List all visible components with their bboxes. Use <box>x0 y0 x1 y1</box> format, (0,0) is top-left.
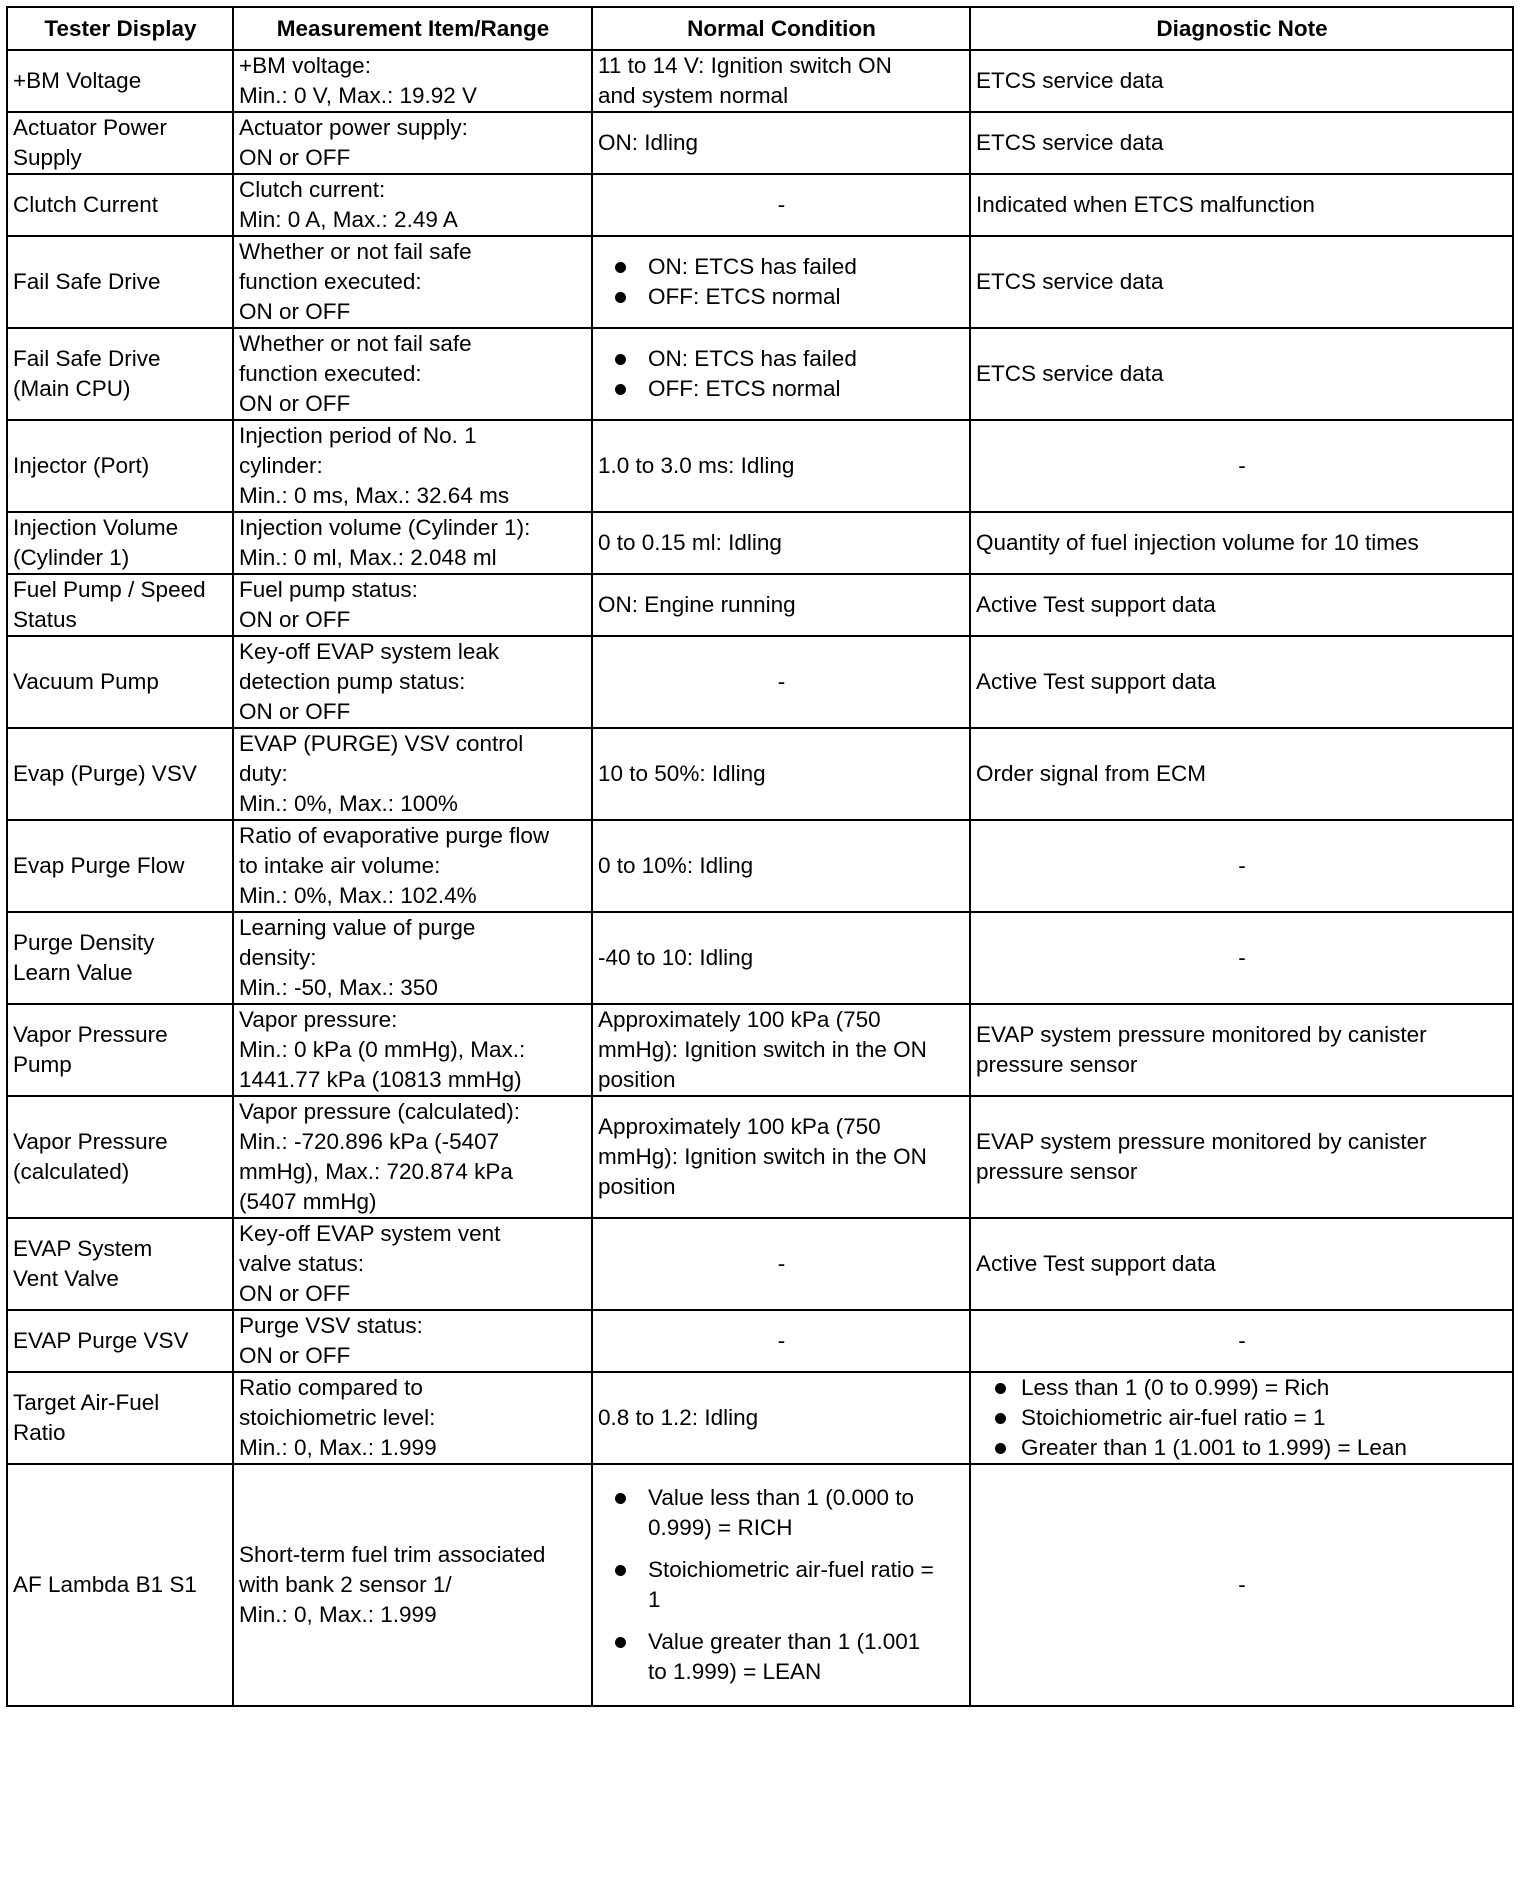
normal-condition-cell <box>592 1372 970 1464</box>
diagnostic-note-cell <box>970 728 1513 820</box>
cell-line: ON or OFF <box>239 699 351 724</box>
cell-line: ON or OFF <box>239 391 351 416</box>
measurement-cell <box>233 512 592 574</box>
normal-condition-cell <box>592 820 970 912</box>
cell-line: (Main CPU) <box>13 376 131 401</box>
normal-condition-cell <box>592 236 970 328</box>
cell-line: Value greater than 1 (1.001 <box>648 1629 921 1654</box>
cell-line: Fail Safe Drive <box>13 346 161 371</box>
cell-line: - <box>777 192 786 217</box>
cell-line: valve status: <box>239 1251 365 1276</box>
measurement-cell <box>233 1372 592 1464</box>
cell-line: position <box>598 1067 676 1092</box>
diagnostic-note-cell <box>970 574 1513 636</box>
cell-line: Min.: 0, Max.: 1.999 <box>239 1435 437 1460</box>
cell-line: Whether or not fail safe <box>239 331 472 356</box>
cell-line: Min.: 0 V, Max.: 19.92 V <box>239 83 478 108</box>
cell-line: Min.: 0 ml, Max.: 2.048 ml <box>239 545 497 570</box>
header-measurement-item: Measurement Item/Range <box>233 7 592 50</box>
cell-line: Min.: 0, Max.: 1.999 <box>239 1602 437 1627</box>
cell-line: Vent Valve <box>13 1266 119 1291</box>
cell-line: Active Test support data <box>976 1251 1216 1276</box>
cell-line: -40 to 10: Idling <box>598 945 754 970</box>
diagnostic-note-cell <box>970 420 1513 512</box>
tester-display-cell <box>7 1372 233 1464</box>
cell-line: Min.: -50, Max.: 350 <box>239 975 438 1000</box>
table-row <box>7 1464 1513 1706</box>
table-row <box>7 574 1513 636</box>
cell-line: to 1.999) = LEAN <box>648 1659 822 1684</box>
cell-line: ETCS service data <box>976 68 1164 93</box>
diagnostic-note-cell <box>970 1310 1513 1372</box>
cell-line: Whether or not fail safe <box>239 239 472 264</box>
table-row <box>7 1372 1513 1464</box>
cell-line: - <box>1238 1328 1246 1353</box>
cell-line: - <box>1238 853 1246 878</box>
cell-line: cylinder: <box>239 453 323 478</box>
cell-line: ETCS service data <box>976 269 1164 294</box>
table-row <box>7 236 1513 328</box>
cell-line: Indicated when ETCS malfunction <box>976 192 1315 217</box>
tester-display-cell <box>7 174 233 236</box>
diagnostic-note-cell <box>970 328 1513 420</box>
cell-line: Learn Value <box>13 960 133 985</box>
cell-line: EVAP (PURGE) VSV control <box>239 731 524 756</box>
normal-condition-cell <box>592 174 970 236</box>
table-row <box>7 1096 1513 1218</box>
measurement-cell <box>233 1310 592 1372</box>
tester-display-cell <box>7 574 233 636</box>
diagnostic-note-cell <box>970 1372 1513 1464</box>
normal-condition-cell <box>592 912 970 1004</box>
tester-display-cell <box>7 820 233 912</box>
cell-line: 0 to 0.15 ml: Idling <box>598 530 782 555</box>
cell-line: Active Test support data <box>976 592 1216 617</box>
cell-line: Learning value of purge <box>239 915 476 940</box>
cell-line: ETCS service data <box>976 361 1164 386</box>
diagnostic-data-table-container <box>6 6 1512 1707</box>
table-row <box>7 1004 1513 1096</box>
bullet-item <box>598 1483 965 1543</box>
cell-line: EVAP Purge VSV <box>13 1328 189 1353</box>
cell-line: - <box>777 1328 786 1353</box>
cell-line: Key-off EVAP system leak <box>239 639 500 664</box>
cell-line: Purge Density <box>13 930 155 955</box>
cell-line: function executed: <box>239 361 422 386</box>
cell-line: Quantity of fuel injection volume for 10 times <box>976 530 1419 555</box>
tester-display-cell <box>7 236 233 328</box>
cell-line: Fail Safe Drive <box>13 269 161 294</box>
table-row <box>7 636 1513 728</box>
cell-line: 0 to 10%: Idling <box>598 853 754 878</box>
bullet-list <box>598 1483 965 1687</box>
cell-line: ON or OFF <box>239 1343 351 1368</box>
cell-line: Clutch current: <box>239 177 386 202</box>
header-diagnostic-note: Diagnostic Note <box>970 7 1513 50</box>
diagnostic-note-cell <box>970 636 1513 728</box>
normal-condition-cell <box>592 328 970 420</box>
cell-line: 1 <box>648 1587 661 1612</box>
cell-line: Fuel pump status: <box>239 577 418 602</box>
cell-line: Min: 0 A, Max.: 2.49 A <box>239 207 458 232</box>
normal-condition-cell <box>592 1218 970 1310</box>
normal-condition-cell <box>592 574 970 636</box>
tester-display-cell <box>7 420 233 512</box>
cell-line: Evap (Purge) VSV <box>13 761 197 786</box>
cell-line: Value less than 1 (0.000 to <box>648 1485 915 1510</box>
diagnostic-data-table <box>6 6 1514 1707</box>
tester-display-cell <box>7 112 233 174</box>
bullet-item: OFF: ETCS normal <box>598 374 965 404</box>
bullet-item <box>598 1627 965 1687</box>
diagnostic-note-cell <box>970 512 1513 574</box>
cell-line: (Cylinder 1) <box>13 545 130 570</box>
cell-line: Ratio of evaporative purge flow <box>239 823 550 848</box>
measurement-cell <box>233 912 592 1004</box>
diagnostic-note-cell <box>970 50 1513 112</box>
table-row <box>7 1310 1513 1372</box>
cell-line: - <box>1238 945 1246 970</box>
measurement-cell <box>233 1004 592 1096</box>
cell-line: Vacuum Pump <box>13 669 159 694</box>
cell-line: Stoichiometric air-fuel ratio = <box>648 1557 934 1582</box>
table-row <box>7 50 1513 112</box>
measurement-cell <box>233 1218 592 1310</box>
cell-line: mmHg): Ignition switch in the ON <box>598 1037 927 1062</box>
cell-line: Injection volume (Cylinder 1): <box>239 515 531 540</box>
table-row <box>7 420 1513 512</box>
cell-line: (calculated) <box>13 1159 130 1184</box>
cell-line: - <box>777 1251 786 1276</box>
measurement-cell <box>233 1096 592 1218</box>
tester-display-cell <box>7 1096 233 1218</box>
cell-line: density: <box>239 945 317 970</box>
table-row <box>7 112 1513 174</box>
tester-display-cell <box>7 912 233 1004</box>
cell-line: Fuel Pump / Speed <box>13 577 206 602</box>
cell-line: AF Lambda B1 S1 <box>13 1572 197 1597</box>
tester-display-cell <box>7 1218 233 1310</box>
measurement-cell <box>233 636 592 728</box>
bullet-item: OFF: ETCS normal <box>598 282 965 312</box>
cell-line: Short-term fuel trim associated <box>239 1542 546 1567</box>
cell-line: Min.: -720.896 kPa (-5407 <box>239 1129 500 1154</box>
cell-line: Purge VSV status: <box>239 1313 423 1338</box>
cell-line: Order signal from ECM <box>976 761 1207 786</box>
measurement-cell <box>233 112 592 174</box>
cell-line: ON or OFF <box>239 607 351 632</box>
cell-line: 10 to 50%: Idling <box>598 761 766 786</box>
bullet-list <box>598 344 965 404</box>
normal-condition-cell <box>592 728 970 820</box>
cell-line: EVAP system pressure monitored by canister <box>976 1129 1427 1154</box>
tester-display-cell <box>7 636 233 728</box>
cell-line: Vapor Pressure <box>13 1129 168 1154</box>
cell-line: and system normal <box>598 83 789 108</box>
tester-display-cell <box>7 728 233 820</box>
cell-line: Key-off EVAP system vent <box>239 1221 501 1246</box>
cell-line: 0.8 to 1.2: Idling <box>598 1405 759 1430</box>
normal-condition-cell <box>592 50 970 112</box>
table-row <box>7 1218 1513 1310</box>
cell-line: detection pump status: <box>239 669 466 694</box>
cell-line: ETCS service data <box>976 130 1164 155</box>
cell-line: Injection Volume <box>13 515 179 540</box>
cell-line: Clutch Current <box>13 192 159 217</box>
tester-display-cell <box>7 328 233 420</box>
diagnostic-note-cell <box>970 1464 1513 1706</box>
bullet-list <box>598 252 965 312</box>
table-row <box>7 820 1513 912</box>
normal-condition-cell <box>592 1310 970 1372</box>
measurement-cell <box>233 174 592 236</box>
measurement-cell <box>233 820 592 912</box>
tester-display-cell <box>7 1310 233 1372</box>
cell-line: Active Test support data <box>976 669 1216 694</box>
measurement-cell <box>233 728 592 820</box>
cell-line: Actuator power supply: <box>239 115 468 140</box>
diagnostic-note-cell <box>970 236 1513 328</box>
cell-line: Injector (Port) <box>13 453 150 478</box>
cell-line: to intake air volume: <box>239 853 441 878</box>
bullet-item <box>598 1555 965 1615</box>
cell-line: Evap Purge Flow <box>13 853 185 878</box>
normal-condition-cell <box>592 112 970 174</box>
cell-line: ON or OFF <box>239 1281 351 1306</box>
cell-line: Min.: 0 kPa (0 mmHg), Max.: <box>239 1037 526 1062</box>
normal-condition-cell <box>592 636 970 728</box>
cell-line: ON: Engine running <box>598 592 796 617</box>
cell-line: Status <box>13 607 77 632</box>
bullet-item: ON: ETCS has failed <box>598 344 965 374</box>
diagnostic-note-cell <box>970 174 1513 236</box>
cell-line: Approximately 100 kPa (750 <box>598 1007 881 1032</box>
cell-line: - <box>1238 1572 1246 1597</box>
cell-line: ON or OFF <box>239 145 351 170</box>
cell-line: Vapor Pressure <box>13 1022 168 1047</box>
cell-line: ON: Idling <box>598 130 699 155</box>
cell-line: Target Air-Fuel <box>13 1390 160 1415</box>
cell-line: Min.: 0 ms, Max.: 32.64 ms <box>239 483 510 508</box>
diagnostic-note-cell <box>970 912 1513 1004</box>
cell-line: Injection period of No. 1 <box>239 423 477 448</box>
cell-line: Supply <box>13 145 82 170</box>
table-header-row <box>7 7 1513 50</box>
measurement-cell <box>233 420 592 512</box>
cell-line: 1441.77 kPa (10813 mmHg) <box>239 1067 522 1092</box>
table-row <box>7 174 1513 236</box>
cell-line: mmHg): Ignition switch in the ON <box>598 1144 927 1169</box>
tester-display-cell <box>7 1464 233 1706</box>
cell-line: pressure sensor <box>976 1052 1138 1077</box>
diagnostic-note-cell <box>970 112 1513 174</box>
measurement-cell <box>233 328 592 420</box>
measurement-cell <box>233 574 592 636</box>
bullet-item: Less than 1 (0 to 0.999) = Rich <box>976 1373 1508 1403</box>
cell-line: stoichiometric level: <box>239 1405 436 1430</box>
table-row <box>7 912 1513 1004</box>
cell-line: 0.999) = RICH <box>648 1515 793 1540</box>
cell-line: Actuator Power <box>13 115 167 140</box>
cell-line: Min.: 0%, Max.: 102.4% <box>239 883 477 908</box>
cell-line: Approximately 100 kPa (750 <box>598 1114 881 1139</box>
bullet-list <box>976 1373 1508 1463</box>
measurement-cell <box>233 50 592 112</box>
cell-line: 11 to 14 V: Ignition switch ON <box>598 53 892 78</box>
header-normal-condition: Normal Condition <box>592 7 970 50</box>
normal-condition-cell <box>592 1004 970 1096</box>
cell-line: +BM Voltage <box>13 68 142 93</box>
table-row <box>7 512 1513 574</box>
cell-line: - <box>777 669 786 694</box>
table-row <box>7 728 1513 820</box>
diagnostic-note-cell <box>970 1218 1513 1310</box>
cell-line: (5407 mmHg) <box>239 1189 377 1214</box>
cell-line: Pump <box>13 1052 72 1077</box>
cell-line: ON or OFF <box>239 299 351 324</box>
diagnostic-note-cell <box>970 1096 1513 1218</box>
cell-line: EVAP System <box>13 1236 153 1261</box>
measurement-cell <box>233 1464 592 1706</box>
cell-line: position <box>598 1174 676 1199</box>
tester-display-cell <box>7 50 233 112</box>
cell-line: EVAP system pressure monitored by canister <box>976 1022 1427 1047</box>
bullet-item: Greater than 1 (1.001 to 1.999) = Lean <box>976 1433 1508 1463</box>
cell-line: Vapor pressure: <box>239 1007 398 1032</box>
diagnostic-note-cell <box>970 820 1513 912</box>
cell-line: - <box>1238 453 1246 478</box>
cell-line: Min.: 0%, Max.: 100% <box>239 791 458 816</box>
cell-line: duty: <box>239 761 288 786</box>
bullet-item: Stoichiometric air-fuel ratio = 1 <box>976 1403 1508 1433</box>
cell-line: pressure sensor <box>976 1159 1138 1184</box>
cell-line: with bank 2 sensor 1/ <box>239 1572 452 1597</box>
normal-condition-cell <box>592 1464 970 1706</box>
bullet-item: ON: ETCS has failed <box>598 252 965 282</box>
cell-line: Ratio compared to <box>239 1375 423 1400</box>
tester-display-cell <box>7 1004 233 1096</box>
normal-condition-cell <box>592 512 970 574</box>
cell-line: function executed: <box>239 269 422 294</box>
cell-line: Vapor pressure (calculated): <box>239 1099 520 1124</box>
measurement-cell <box>233 236 592 328</box>
normal-condition-cell <box>592 420 970 512</box>
header-tester-display: Tester Display <box>7 7 233 50</box>
table-row <box>7 328 1513 420</box>
cell-line: 1.0 to 3.0 ms: Idling <box>598 453 795 478</box>
cell-line: Ratio <box>13 1420 66 1445</box>
tester-display-cell <box>7 512 233 574</box>
diagnostic-note-cell <box>970 1004 1513 1096</box>
cell-line: +BM voltage: <box>239 53 371 78</box>
cell-line: mmHg), Max.: 720.874 kPa <box>239 1159 513 1184</box>
normal-condition-cell <box>592 1096 970 1218</box>
